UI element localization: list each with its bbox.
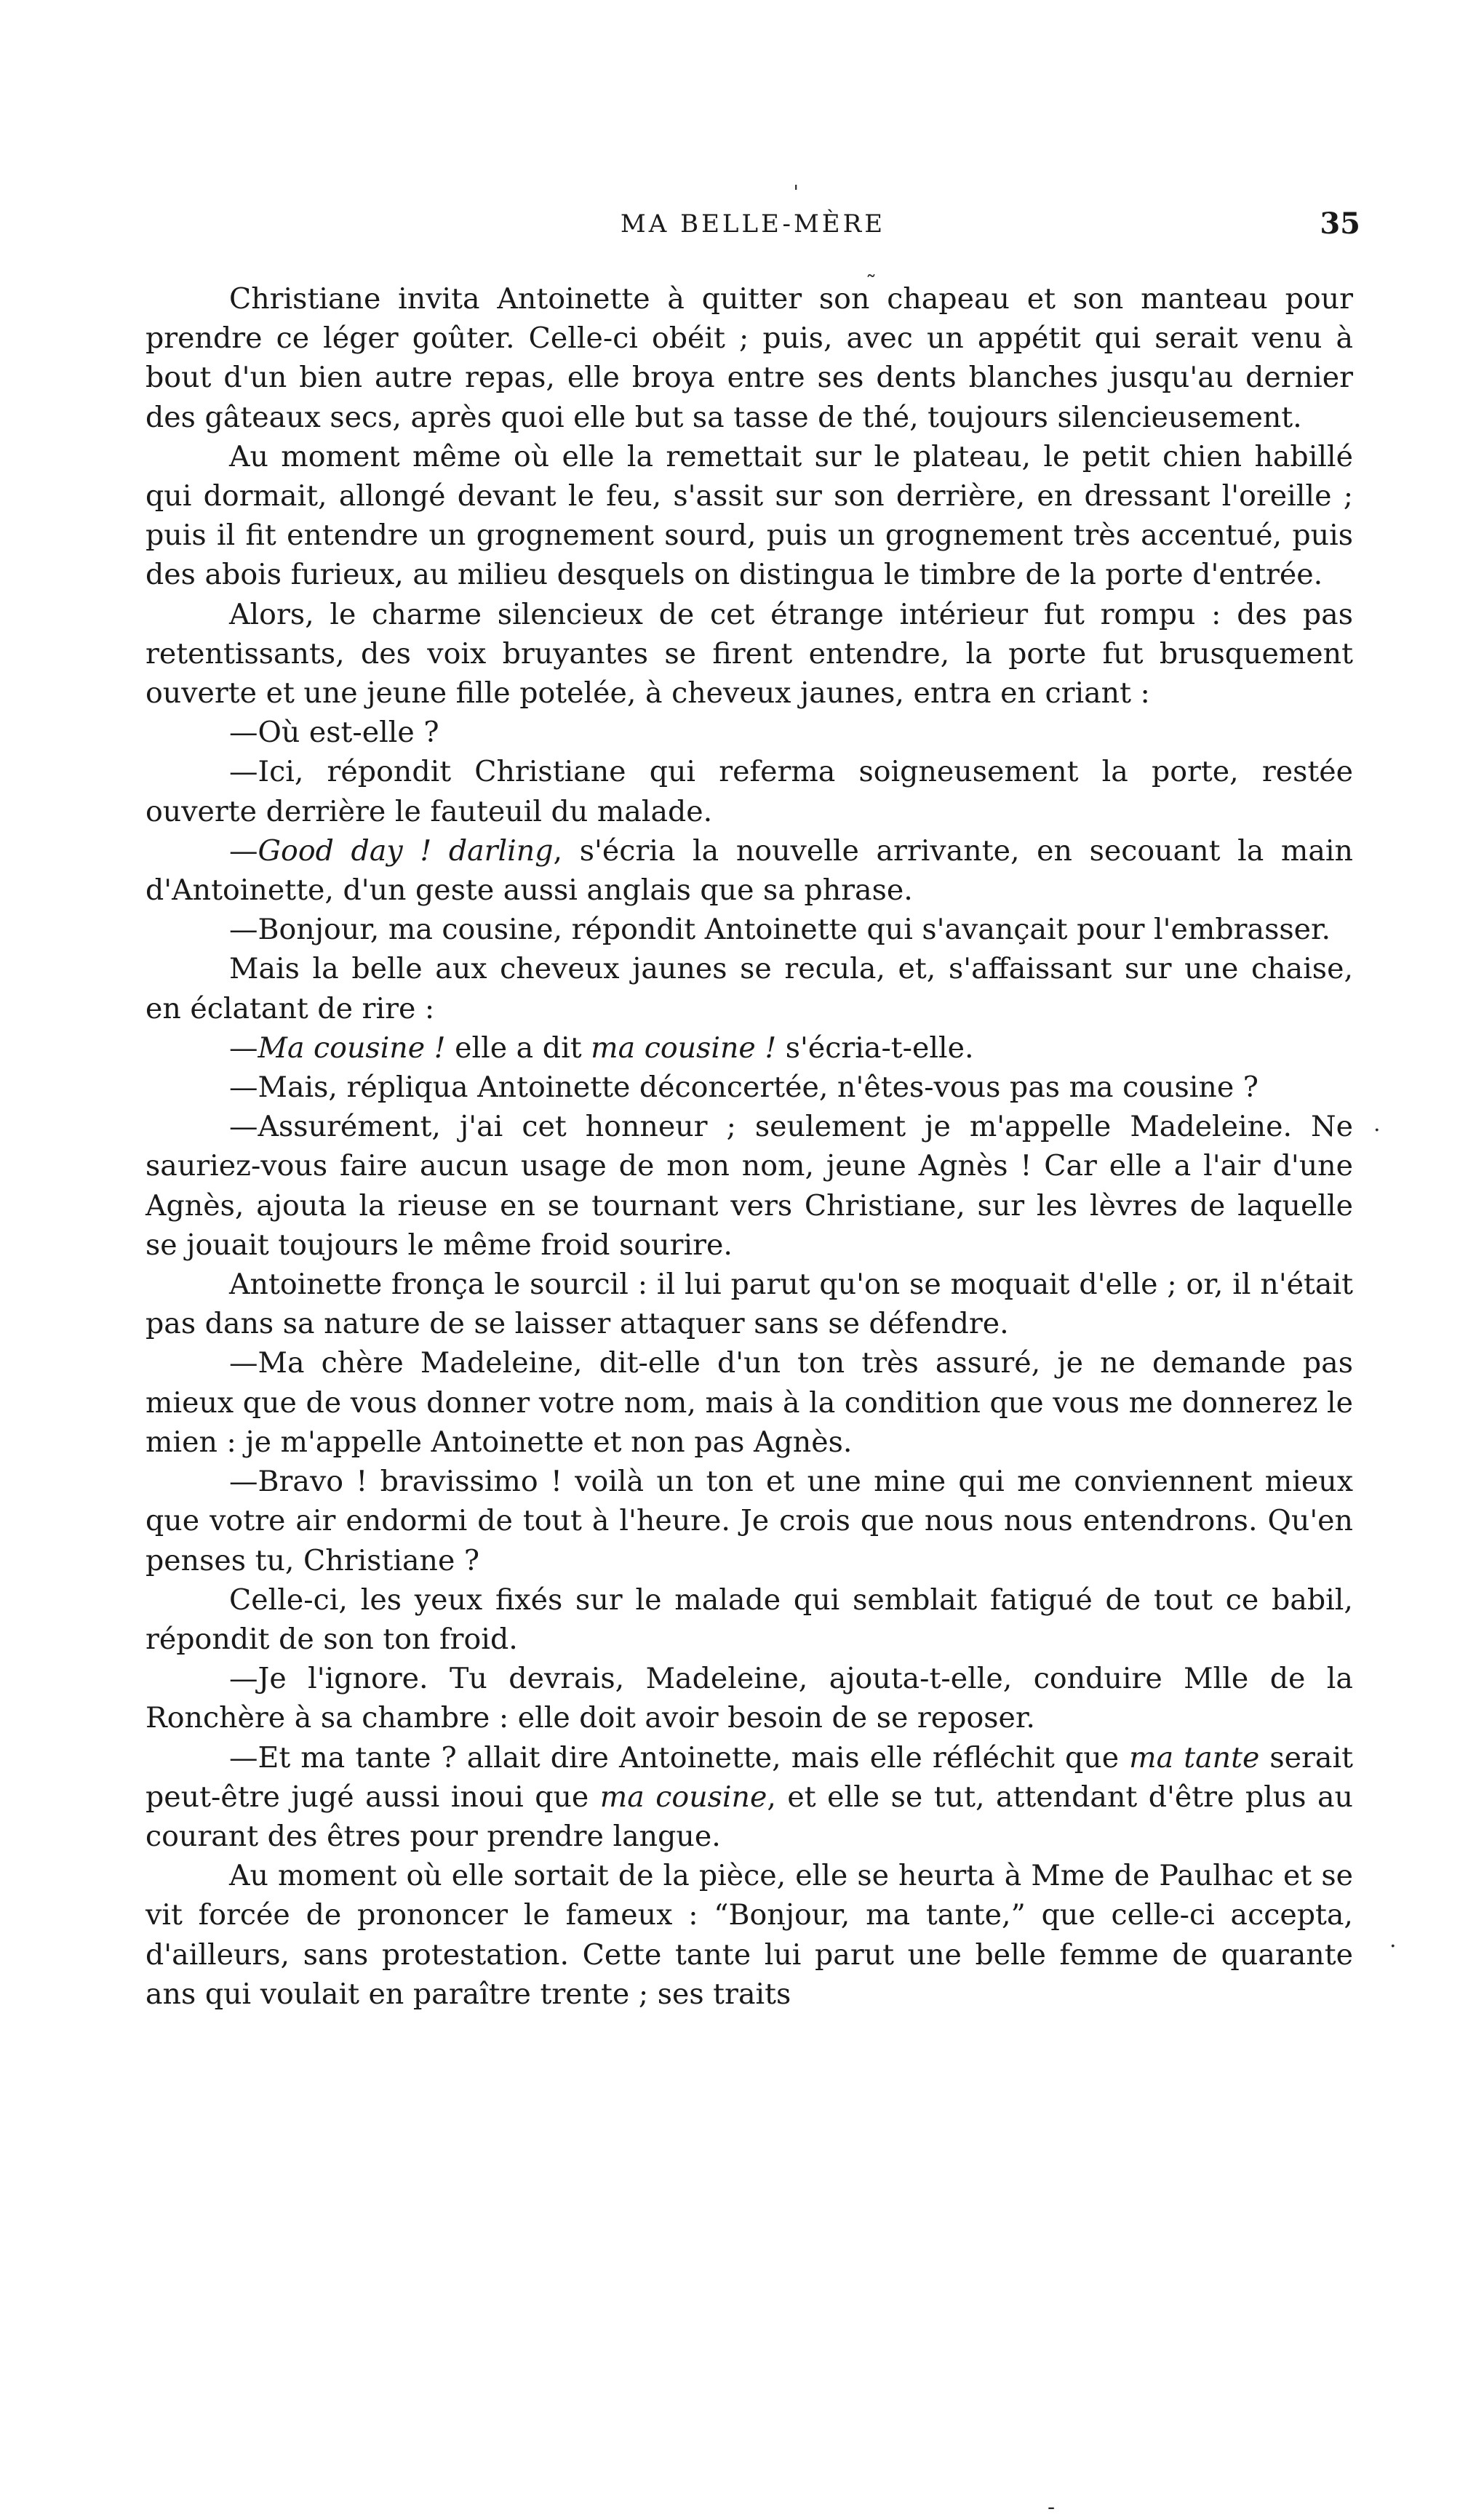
text-run: —Bonjour, ma cousine, répondit Antoinette qui s'avançait pour l'embrasser.	[229, 913, 1331, 947]
italic-text: Ma cousine !	[258, 1031, 446, 1065]
speck-mark: ˷	[866, 253, 877, 279]
speck-mark: .	[1373, 1111, 1381, 1137]
text-run: Antoinette fronça le sourcil : il lui parut qu'on se moquait d'elle ; or, il n'était pas dans sa nature de se laisser attaquer sans se défendre.	[145, 1268, 1353, 1341]
text-run: —Assurément, j'ai cet honneur ; seulement je m'appelle Madeleine. Ne sauriez-vous faire aucun usage de mon nom, jeune Agnès ! Car elle a l'air d'une Agnès, ajouta la rieuse en se tournant vers Christiane, sur les lèvres de laquelle se jouait toujours le même froid sourire.	[145, 1110, 1353, 1262]
paragraph	[145, 949, 1353, 1028]
paragraph	[145, 1659, 1353, 1737]
page-number: 35	[1320, 207, 1360, 241]
text-run: —	[229, 1031, 258, 1065]
paragraph	[145, 831, 1353, 910]
paragraph	[145, 1738, 1353, 1857]
paragraph	[145, 910, 1353, 949]
paragraph	[145, 1856, 1353, 2014]
text-run: elle a dit	[445, 1031, 591, 1065]
text-run: Christiane invita Antoinette à quitter son chapeau et son manteau pour prendre ce léger goûter. Celle-ci obéit ; puis, avec un appétit qui serait venu à bout d'un bien autre repas, elle broya entre ses dents blanches jusqu'au dernier des gâteaux secs, après quoi elle but sa tasse de thé, toujours silencieusement.	[145, 282, 1353, 434]
text-run: —Mais, répliqua Antoinette déconcertée, n'êtes-vous pas ma cousine ?	[229, 1071, 1258, 1105]
text-run: s'écria-t-elle.	[776, 1031, 974, 1065]
text-run: Au moment même où elle la remettait sur le plateau, le petit chien habillé qui dormait, allongé devant le feu, s'assit sur son derrière, en dressant l'oreille ; puis il fit entendre un grognement sourd, puis un grognement très accentué, puis des abois furieux, au milieu desquels on distingua le timbre de la porte d'entrée.	[145, 439, 1353, 592]
text-run: , et elle se tut, attendant d'être plus au courant des êtres pour prendre langue.	[145, 1780, 1353, 1853]
page-header	[145, 202, 1360, 246]
paragraph	[145, 713, 1353, 752]
paragraph	[145, 437, 1353, 595]
italic-text: ma cousine !	[591, 1031, 777, 1065]
paragraph	[145, 1028, 1353, 1068]
italic-text: ma cousine	[599, 1780, 767, 1814]
text-run: , s'écria la nouvelle arrivante, en secouant la main d'Antoinette, d'un geste aussi anglais que sa phrase.	[145, 833, 1353, 908]
speck-mark: -	[1048, 2495, 1056, 2520]
body-text	[145, 279, 1353, 2014]
running-title: MA BELLE-MÈRE	[620, 209, 886, 239]
speck-mark: ˈ	[793, 182, 799, 207]
text-run: —Et ma tante ? allait dire Antoinette, mais elle réfléchit que	[229, 1740, 1130, 1775]
paragraph	[145, 752, 1353, 831]
italic-text: ma tante	[1129, 1740, 1260, 1775]
text-run: —Ma chère Madeleine, dit-elle d'un ton très assuré, je ne demande pas mieux que de vous donner votre nom, mais à la condition que vous me donnerez le mien : je m'appelle Antoinette et non pas Agnès.	[145, 1346, 1353, 1459]
text-run: —Où est-elle ?	[229, 716, 439, 750]
text-run: Mais la belle aux cheveux jaunes se recula, et, s'affaissant sur une chaise, en éclatant de rire :	[145, 952, 1353, 1025]
paragraph	[145, 1343, 1353, 1462]
paragraph	[145, 595, 1353, 713]
text-run: —Je l'ignore. Tu devrais, Madeleine, ajouta-t-elle, conduire Mlle de la Ronchère à sa chambre : elle doit avoir besoin de se reposer.	[145, 1662, 1353, 1735]
text-run: —Ici, répondit Christiane qui referma soigneusement la porte, restée ouverte derrière le fauteuil du malade.	[145, 755, 1353, 828]
text-run: —Bravo ! bravissimo ! voilà un ton et une mine qui me conviennent mieux que votre air endormi de tout à l'heure. Je crois que nous nous entendrons. Qu'en penses tu, Christiane ?	[145, 1465, 1353, 1577]
paragraph	[145, 1107, 1353, 1265]
text-run: Au moment où elle sortait de la pièce, elle se heurta à Mme de Paulhac et se vit forcée de prononcer le fameux : “Bonjour, ma tante,” que celle-ci accepta, d'ailleurs, sans protestation. Cette tante lui parut une belle femme de quarante ans qui voulait en paraître trente ; ses traits	[145, 1859, 1353, 2011]
paragraph	[145, 1068, 1353, 1107]
paragraph	[145, 1265, 1353, 1343]
text-run: Celle-ci, les yeux fixés sur le malade qui semblait fatigué de tout ce babil, répondit de son ton froid.	[145, 1583, 1353, 1656]
paragraph	[145, 1462, 1353, 1580]
text-run: —	[229, 833, 258, 868]
paragraph	[145, 279, 1353, 437]
text-run: Alors, le charme silencieux de cet étrange intérieur fut rompu : des pas retentissants, des voix bruyantes se firent entendre, la porte fut brusquement ouverte et une jeune fille potelée, à cheveux jaunes, entra en criant :	[145, 597, 1353, 711]
text-run: serait peut-être jugé aussi inoui que	[145, 1740, 1353, 1814]
paragraph	[145, 1580, 1353, 1659]
speck-mark: .	[1389, 1927, 1397, 1953]
italic-text: Good day ! darling	[258, 833, 554, 868]
